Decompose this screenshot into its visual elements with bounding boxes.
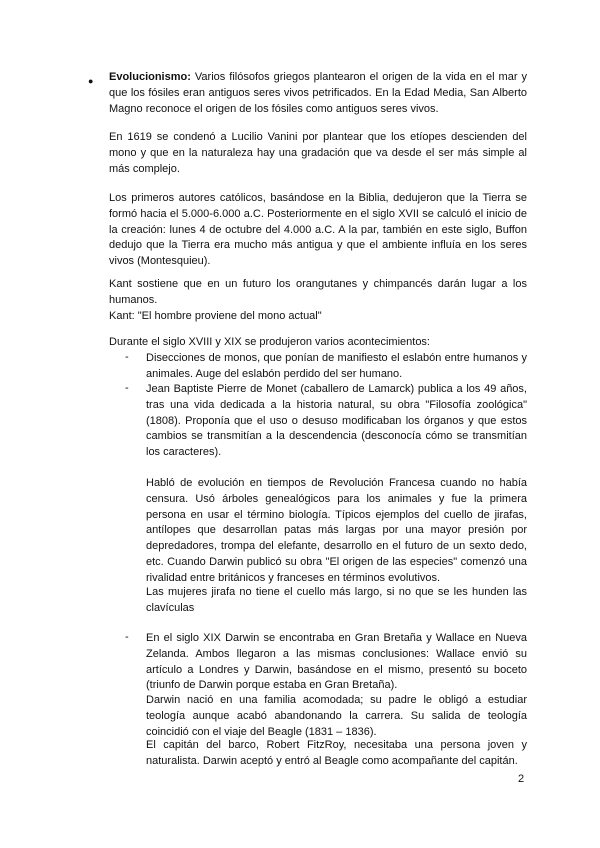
- fitzroy-paragraph: El capitán del barco, Robert FitzRoy, necesitaba una persona joven y naturalista. Darwin aceptó y entró al Beagle como acompañante del capitán.: [146, 739, 527, 767]
- list-dash: -: [125, 351, 129, 363]
- list-item-disecciones: Disecciones de monos, que ponían de manifiesto el eslabón entre humanos y animales. Auge del eslabón perdido del ser humano.: [146, 352, 527, 380]
- jirafa-paragraph: Las mujeres jirafa no tiene el cuello más largo, si no que se les hunden las clavículas: [146, 586, 527, 614]
- list-item-lamarck: Jean Baptiste Pierre de Monet (caballero de Lamarck) publica a los 49 años, tras una vida dedicada a la historia natural, su obra "Filosofía zoológica" (1808). Proponía que el uso o desuso modificaban los órganos y que estos cambios se transmitían a la descendencia (desconocía cómo se transmitían los caracteres).: [146, 383, 527, 459]
- lamarck-evolucion-paragraph: Habló de evolución en tiempos de Revolución Francesa cuando no había censura. Usó árboles genealógicos para los animales y fue la primera persona en usar el término biología. Típicos ejemplos del cuello de jirafas, antílopes que desarrollan patas más largas por una mayor presión por depredadores, trompa del elefante, desarrollo en el futuro de un sexto dedo, etc. Cuando Darwin publicó su obra "El origen de las especies" comenzó una rivalidad entre británicos y franceses en términos evolutivos.: [146, 477, 527, 584]
- evolucionismo-heading: Evolucionismo:: [109, 71, 191, 83]
- paragraph-catolicos: Los primeros autores católicos, basándose en la Biblia, dedujeron que la Tierra se formó hacia el 5.000-6.000 a.C. Posteriormente en el siglo XVII se calculó el inicio de la creación: lunes 4 de octubre del 4.000 a.C. A la par, también en este siglo, Buffon dedujo que la Tierra era mucho más antigua y que el ambiente influía en los seres vivos (Montesquieu).: [109, 192, 527, 268]
- darwin-familia-paragraph: Darwin nació en una familia acomodada; su padre le obligó a estudiar teología aunque acabó abandonando la carrera. Su salida de teología coincidió con el viaje del Beagle (1831 – 1836).: [146, 694, 527, 738]
- paragraph-kant: Kant sostiene que en un futuro los orangutanes y chimpancés darán lugar a los humanos.: [109, 278, 527, 306]
- evolucionismo-intro: Varios filósofos griegos plantearon el origen de la vida en el mar y que los fósiles eran antiguos seres vivos petrificados. En la Edad Media, San Alberto Magno reconoce el origen de los fósiles como antiguos seres vivos.: [109, 71, 527, 115]
- kant-block: [109, 277, 527, 324]
- list-dash: -: [125, 631, 129, 643]
- kant-quote: Kant: "El hombre proviene del mono actual": [109, 309, 322, 322]
- evolucionismo-paragraph: [109, 70, 527, 117]
- page-number: 2: [518, 773, 525, 785]
- bullet-icon: ●: [88, 76, 94, 86]
- list-dash: -: [125, 382, 129, 394]
- list-item-darwin: En el siglo XIX Darwin se encontraba en Gran Bretaña y Wallace en Nueva Zelanda. Ambos llegaron a las mismas conclusiones: Wallace envió su artículo a Londres y Darwin, basándose en el mismo, presentó su boceto (triunfo de Darwin porque estaba en Gran Bretaña).: [146, 632, 527, 692]
- paragraph-siglos: Durante el siglo XVIII y XIX se produjeron varios acontecimientos:: [109, 336, 430, 348]
- paragraph-vanini: En 1619 se condenó a Lucilio Vanini por plantear que los etíopes descienden del mono y que en la naturaleza hay una gradación que va desde el ser más simple al más complejo.: [109, 131, 527, 175]
